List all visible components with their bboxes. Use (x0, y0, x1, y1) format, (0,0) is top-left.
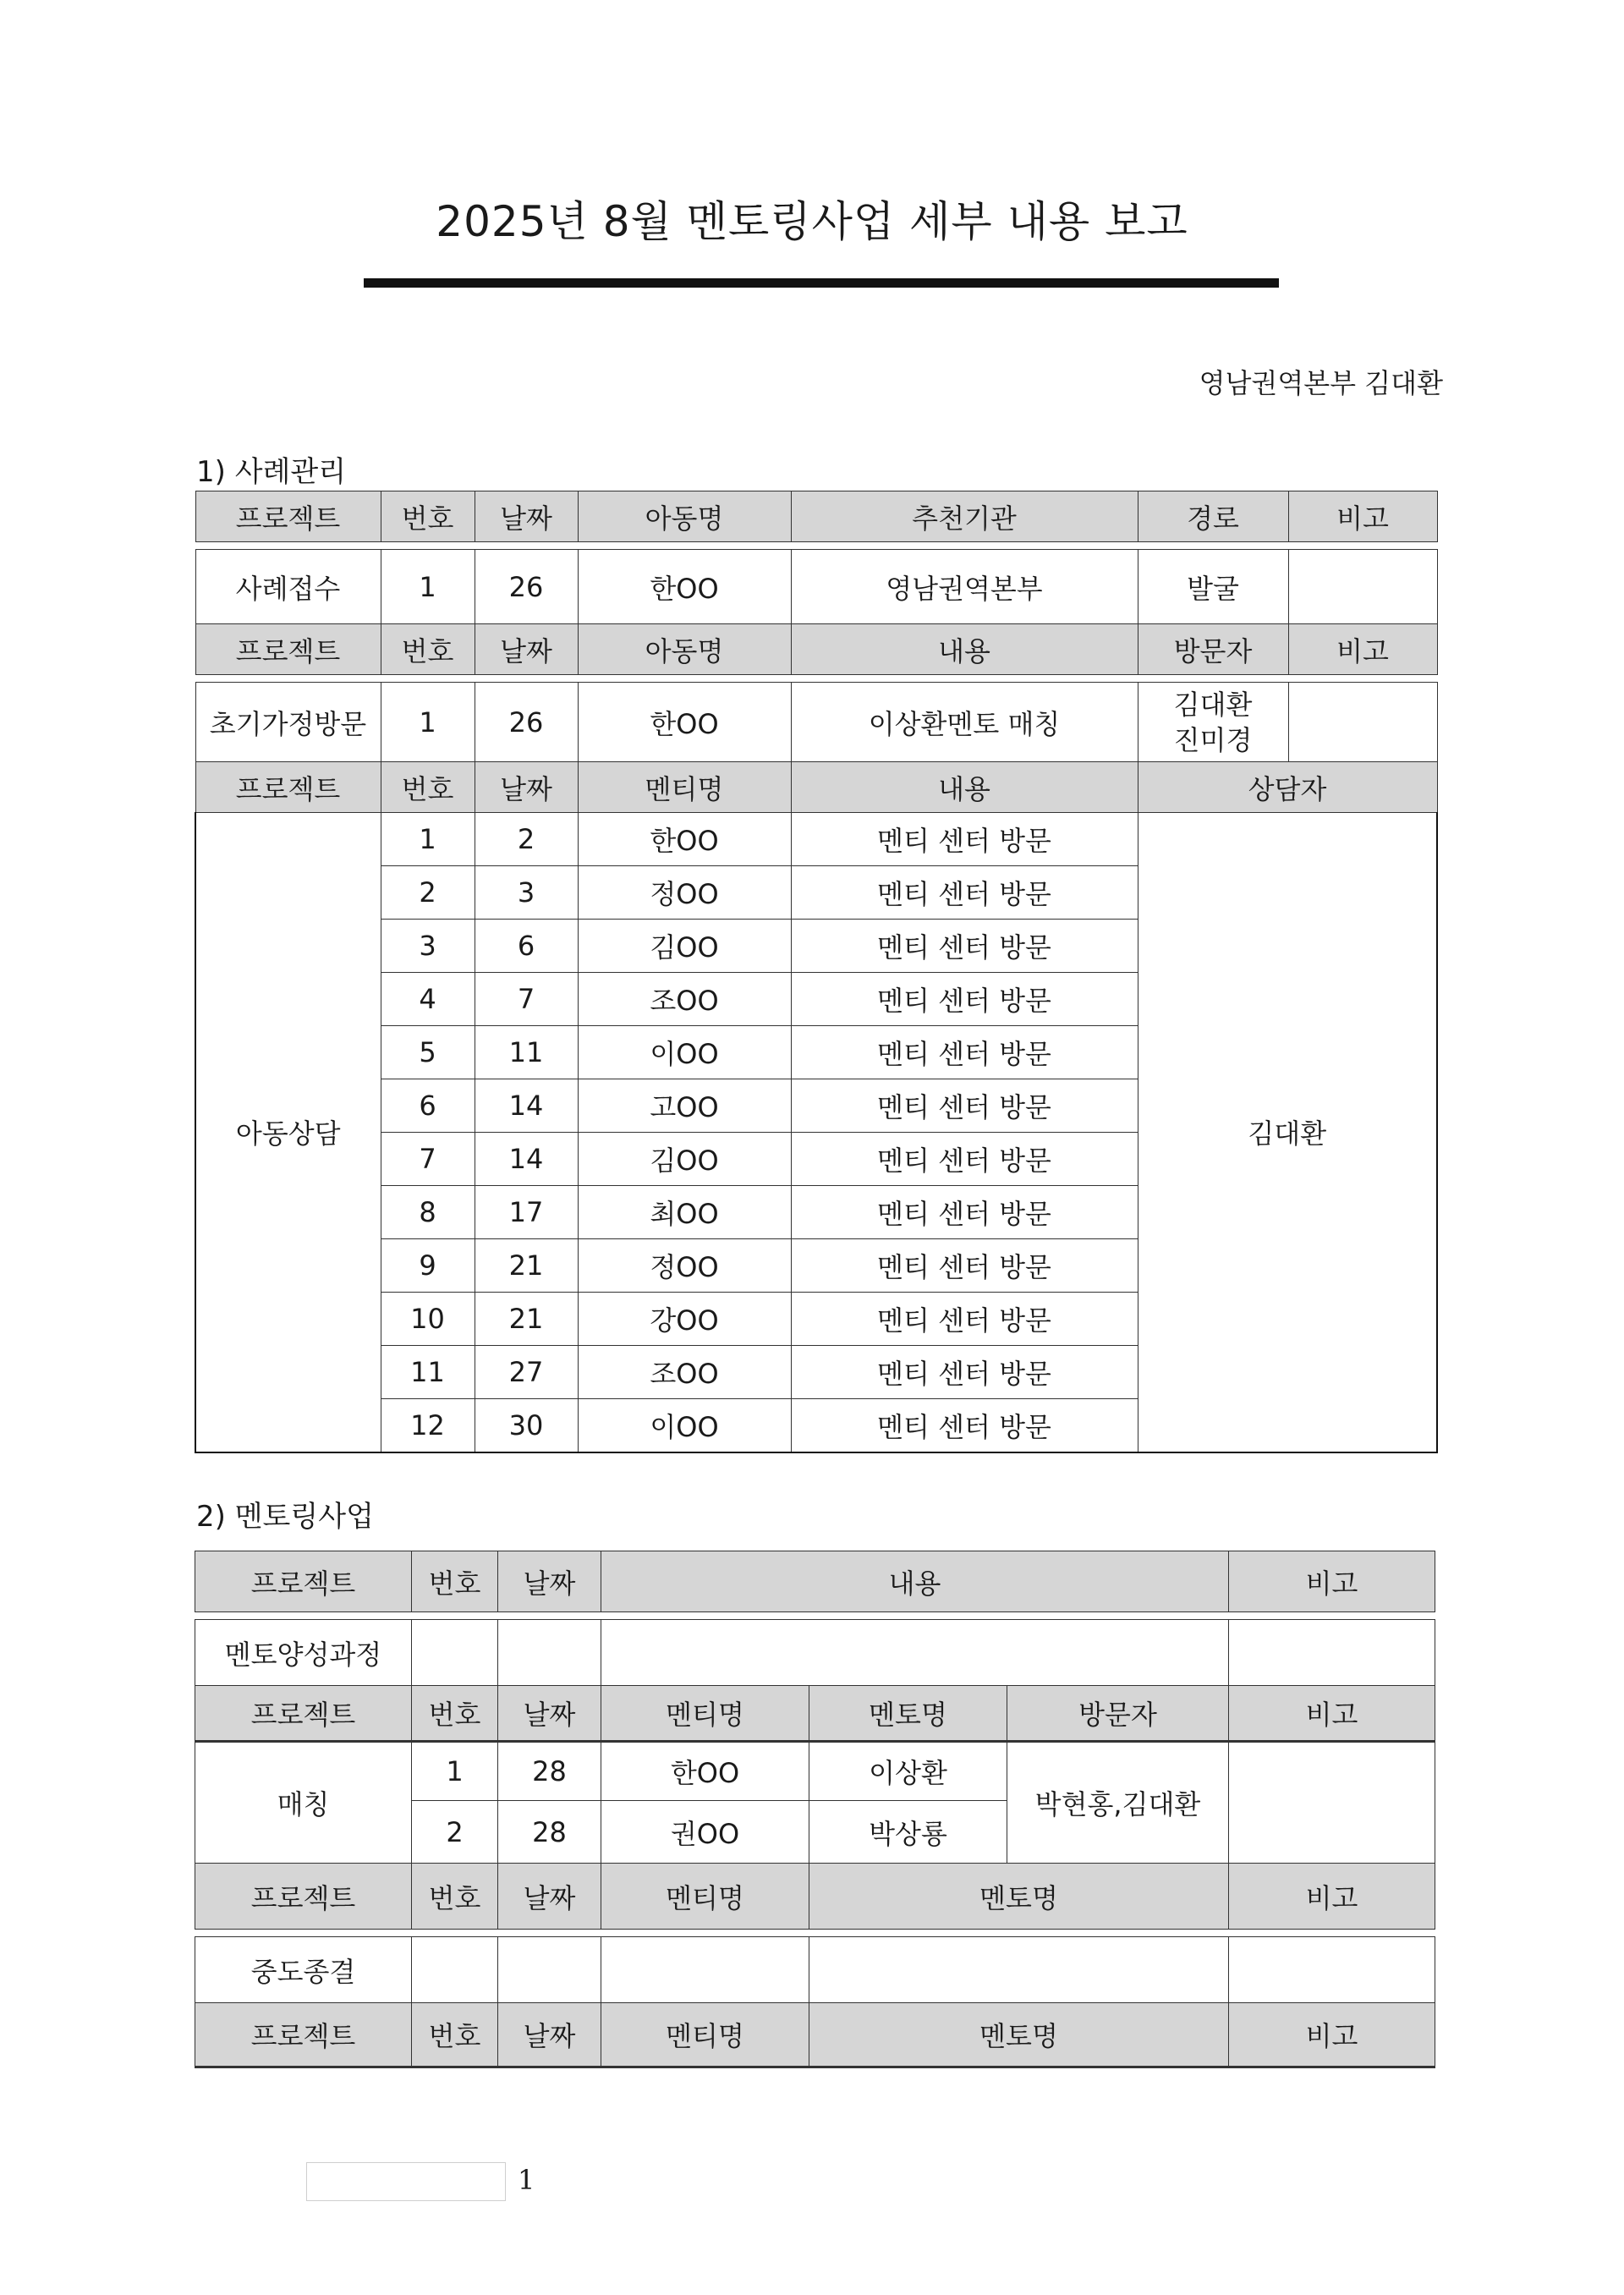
table-cell: 14 (475, 1079, 578, 1133)
table-cell: 한OO (578, 813, 791, 866)
table-cell: 1 (412, 1742, 498, 1801)
header-cell: 프로젝트 (195, 624, 381, 675)
header-cell: 프로젝트 (195, 762, 381, 813)
header-cell: 멘토명 (809, 1686, 1007, 1742)
header-cell: 경로 (1138, 491, 1288, 542)
matching-project-cell: 매칭 (195, 1742, 412, 1864)
training-row (195, 1620, 1435, 1686)
table-cell: 조OO (578, 1346, 791, 1399)
header-cell: 멘티명 (601, 1686, 809, 1742)
home-visit-row (195, 683, 1437, 762)
header-cell: 추천기관 (791, 491, 1138, 542)
table-cell: 9 (381, 1239, 475, 1293)
table-cell: 17 (475, 1186, 578, 1239)
header-cell: 번호 (412, 1686, 498, 1742)
table-cell: 28 (498, 1742, 601, 1801)
header-cell: 프로젝트 (195, 1551, 412, 1612)
table-cell: 26 (475, 550, 578, 624)
table-cell: 멘티 센터 방문 (791, 1293, 1138, 1346)
table-cell (1288, 550, 1437, 624)
header-cell: 번호 (381, 624, 475, 675)
header-cell: 날짜 (498, 1864, 601, 1930)
table-cell: 7 (475, 973, 578, 1026)
table-cell: 멘토양성과정 (195, 1620, 412, 1686)
table-cell: 멘티 센터 방문 (791, 813, 1138, 866)
counseling-header-row (195, 762, 1437, 813)
table-cell: 1 (381, 683, 475, 762)
table-cell (601, 1937, 809, 2003)
table-cell: 고OO (578, 1079, 791, 1133)
table-cell: 조OO (578, 973, 791, 1026)
visitor-cell: 김대환 진미경 (1138, 683, 1288, 762)
header-cell: 번호 (412, 1551, 498, 1612)
table-cell: 멘티 센터 방문 (791, 973, 1138, 1026)
header-cell: 날짜 (498, 1686, 601, 1742)
header-cell: 비고 (1229, 1686, 1435, 1742)
case-management-table (195, 491, 1438, 1453)
table-cell: 30 (475, 1399, 578, 1452)
counseling-project-cell: 아동상담 (195, 813, 381, 1452)
author-line: 영남권역본부 김대환 (1199, 367, 1443, 399)
table-cell: 발굴 (1138, 550, 1288, 624)
title-underline (364, 278, 1279, 288)
header-cell: 번호 (412, 1864, 498, 1930)
table-cell: 28 (498, 1801, 601, 1864)
header-cell: 번호 (412, 2003, 498, 2067)
header-cell: 프로젝트 (195, 491, 381, 542)
table-cell: 강OO (578, 1293, 791, 1346)
header-cell: 아동명 (578, 491, 791, 542)
header-cell: 날짜 (475, 762, 578, 813)
header-cell: 비고 (1288, 491, 1437, 542)
header-cell: 멘티명 (578, 762, 791, 813)
header-cell: 날짜 (475, 491, 578, 542)
table-cell: 27 (475, 1346, 578, 1399)
table-cell: 중도종결 (195, 1937, 412, 2003)
table-cell: 12 (381, 1399, 475, 1452)
training-header-row (195, 1551, 1435, 1612)
section-2-heading: 2) 멘토링사업 (196, 1500, 374, 1534)
table-cell: 2 (412, 1801, 498, 1864)
table-cell: 사례접수 (195, 550, 381, 624)
table-cell: 김OO (578, 1133, 791, 1186)
table-cell (498, 1937, 601, 2003)
header-cell: 프로젝트 (195, 1686, 412, 1742)
table-cell: 멘티 센터 방문 (791, 1186, 1138, 1239)
table-cell: 이OO (578, 1026, 791, 1079)
intake-header-row (195, 491, 1437, 542)
header-cell: 방문자 (1007, 1686, 1229, 1742)
table-cell: 6 (381, 1079, 475, 1133)
table-cell (412, 1620, 498, 1686)
mentoring-table (195, 1551, 1435, 2068)
intake-row (195, 550, 1437, 624)
table-cell: 이OO (578, 1399, 791, 1452)
header-cell: 멘티명 (601, 2003, 809, 2067)
table-cell (601, 1620, 1229, 1686)
header-cell: 멘티명 (601, 1864, 809, 1930)
table-cell: 멘티 센터 방문 (791, 1079, 1138, 1133)
table-cell: 이상환멘토 매칭 (791, 683, 1138, 762)
header-cell: 비고 (1229, 2003, 1435, 2067)
header-cell: 비고 (1229, 1864, 1435, 1930)
table-cell: 멘티 센터 방문 (791, 920, 1138, 973)
header-cell: 멘토명 (809, 1864, 1229, 1930)
counseling-row (195, 813, 1437, 866)
table-cell: 2 (475, 813, 578, 866)
section-1-heading: 1) 사례관리 (196, 455, 347, 489)
table-cell (1229, 1742, 1435, 1864)
table-cell: 영남권역본부 (791, 550, 1138, 624)
page-title: 2025년 8월 멘토링사업 세부 내용 보고 (436, 197, 1188, 246)
table-cell: 11 (475, 1026, 578, 1079)
table-cell: 멘티 센터 방문 (791, 866, 1138, 920)
header-cell: 프로젝트 (195, 2003, 412, 2067)
header-cell: 내용 (601, 1551, 1229, 1612)
header-cell: 비고 (1288, 624, 1437, 675)
table-cell: 1 (381, 550, 475, 624)
header-cell: 상담자 (1138, 762, 1437, 813)
table-cell: 5 (381, 1026, 475, 1079)
header-cell: 번호 (381, 491, 475, 542)
last-header-row (195, 2003, 1435, 2067)
table-cell: 박상룡 (809, 1801, 1007, 1864)
table-cell: 7 (381, 1133, 475, 1186)
header-cell: 프로젝트 (195, 1864, 412, 1930)
table-cell: 6 (475, 920, 578, 973)
table-cell: 정OO (578, 866, 791, 920)
table-cell (1288, 683, 1437, 762)
table-cell (1229, 1937, 1435, 2003)
header-cell: 날짜 (475, 624, 578, 675)
header-cell: 번호 (381, 762, 475, 813)
termination-header-row (195, 1864, 1435, 1930)
table-cell: 멘티 센터 방문 (791, 1346, 1138, 1399)
table-cell: 21 (475, 1293, 578, 1346)
table-cell: 11 (381, 1346, 475, 1399)
table-cell: 3 (475, 866, 578, 920)
header-cell: 방문자 (1138, 624, 1288, 675)
header-cell: 아동명 (578, 624, 791, 675)
header-cell: 비고 (1229, 1551, 1435, 1612)
table-cell: 이상환 (809, 1742, 1007, 1801)
table-cell: 1 (381, 813, 475, 866)
table-cell: 멘티 센터 방문 (791, 1399, 1138, 1452)
table-cell: 권OO (601, 1801, 809, 1864)
table-cell: 멘티 센터 방문 (791, 1239, 1138, 1293)
matching-header-row (195, 1686, 1435, 1742)
table-cell: 21 (475, 1239, 578, 1293)
header-cell: 날짜 (498, 1551, 601, 1612)
page-number: 1 (518, 2164, 535, 2196)
table-cell: 10 (381, 1293, 475, 1346)
header-cell: 날짜 (498, 2003, 601, 2067)
table-cell: 2 (381, 866, 475, 920)
home-visit-header-row (195, 624, 1437, 675)
matching-visitor-cell: 박현홍,김대환 (1007, 1742, 1229, 1864)
termination-row (195, 1937, 1435, 2003)
table-cell (809, 1937, 1229, 2003)
table-cell: 한OO (601, 1742, 809, 1801)
table-cell: 한OO (578, 683, 791, 762)
table-cell: 초기가정방문 (195, 683, 381, 762)
table-cell: 멘티 센터 방문 (791, 1133, 1138, 1186)
matching-row (195, 1742, 1435, 1801)
table-cell: 26 (475, 683, 578, 762)
counselor-cell: 김대환 (1138, 813, 1437, 1452)
table-cell: 8 (381, 1186, 475, 1239)
footer-box (306, 2162, 506, 2201)
table-cell (498, 1620, 601, 1686)
table-cell: 김OO (578, 920, 791, 973)
table-cell: 정OO (578, 1239, 791, 1293)
table-cell: 4 (381, 973, 475, 1026)
table-cell (412, 1937, 498, 2003)
header-cell: 내용 (791, 762, 1138, 813)
table-cell: 14 (475, 1133, 578, 1186)
table-cell: 3 (381, 920, 475, 973)
table-cell: 최OO (578, 1186, 791, 1239)
table-cell: 한OO (578, 550, 791, 624)
table-cell: 멘티 센터 방문 (791, 1026, 1138, 1079)
header-cell: 멘토명 (809, 2003, 1229, 2067)
table-cell (1229, 1620, 1435, 1686)
header-cell: 내용 (791, 624, 1138, 675)
